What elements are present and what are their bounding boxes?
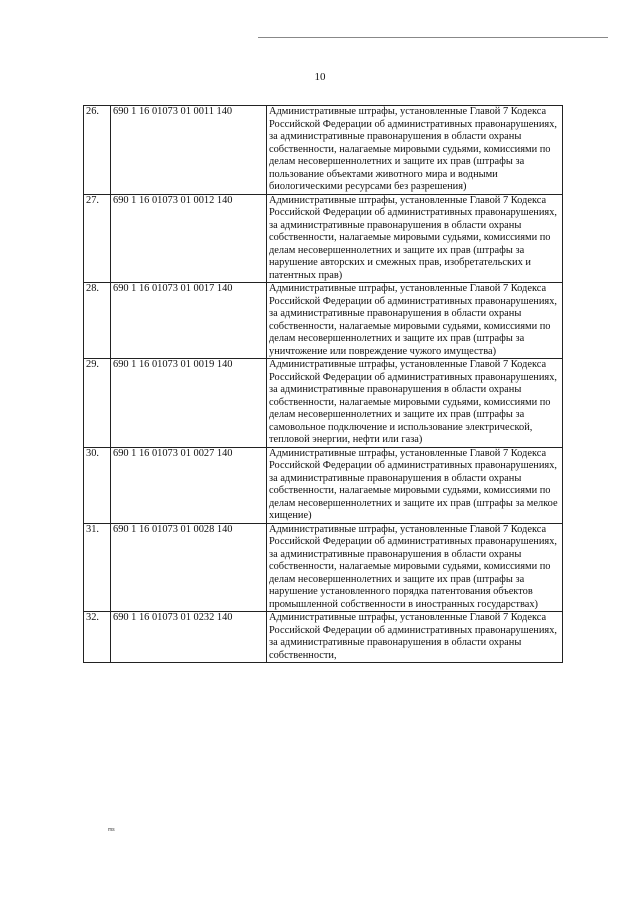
- page-number: 10: [314, 71, 326, 83]
- budget-code: 690 1 16 01073 01 0027 140: [111, 447, 267, 523]
- row-number: 32.: [84, 612, 111, 663]
- table-row: [84, 612, 563, 663]
- row-number: 29.: [84, 359, 111, 448]
- row-description: Административные штрафы, установленные Главой 7 Кодекса Российской Федерации об административных правонарушениях, за административные правонарушения в области охраны собственности, налагаемые мировыми судьями, комиссиями по делам несовершеннолетних и защите их прав (штрафы за уничтожение или повреждение чужого имущества): [267, 283, 563, 359]
- row-description: Административные штрафы, установленные Главой 7 Кодекса Российской Федерации об административных правонарушениях, за административные правонарушения в области охраны собственности, налагаемые мировыми судьями, комиссиями по делам несовершеннолетних и защите их прав (штрафы за нарушение установленного порядка патентования объектов промышленной собственности в иностранных государствах): [267, 523, 563, 612]
- budget-code: 690 1 16 01073 01 0232 140: [111, 612, 267, 663]
- row-number: 27.: [84, 194, 111, 283]
- row-description: Административные штрафы, установленные Главой 7 Кодекса Российской Федерации об административных правонарушениях, за административные правонарушения в области охраны собственности, налагаемые мировыми судьями, комиссиями по делам несовершеннолетних и защите их прав (штрафы за мелкое хищение): [267, 447, 563, 523]
- header-rule: [258, 37, 608, 38]
- budget-codes-table: [83, 105, 563, 663]
- budget-code: 690 1 16 01073 01 0011 140: [111, 106, 267, 195]
- budget-code: 690 1 16 01073 01 0017 140: [111, 283, 267, 359]
- row-number: 31.: [84, 523, 111, 612]
- table-row: [84, 359, 563, 448]
- table-row: [84, 106, 563, 195]
- row-number: 30.: [84, 447, 111, 523]
- row-number: 28.: [84, 283, 111, 359]
- table-row: [84, 523, 563, 612]
- budget-code: 690 1 16 01073 01 0028 140: [111, 523, 267, 612]
- row-number: 26.: [84, 106, 111, 195]
- table-row: [84, 283, 563, 359]
- footer-mark: ms: [108, 827, 115, 833]
- table-row: [84, 447, 563, 523]
- table-row: [84, 194, 563, 283]
- row-description: Административные штрафы, установленные Главой 7 Кодекса Российской Федерации об административных правонарушениях, за административные правонарушения в области охраны собственности, налагаемые мировыми судьями, комиссиями по делам несовершеннолетних и защите их прав (штрафы за нарушение авторских и смежных прав, изобретательских и патентных прав): [267, 194, 563, 283]
- row-description: Административные штрафы, установленные Главой 7 Кодекса Российской Федерации об административных правонарушениях, за административные правонарушения в области охраны собственности, налагаемые мировыми судьями, комиссиями по делам несовершеннолетних и защите их прав (штрафы за пользование объектами животного мира и водными биологическими ресурсами без разрешения): [267, 106, 563, 195]
- row-description: Административные штрафы, установленные Главой 7 Кодекса Российской Федерации об административных правонарушениях, за административные правонарушения в области охраны собственности, налагаемые мировыми судьями, комиссиями по делам несовершеннолетних и защите их прав (штрафы за самовольное подключение и использование электрической, тепловой энергии, нефти или газа): [267, 359, 563, 448]
- row-description: Административные штрафы, установленные Главой 7 Кодекса Российской Федерации об административных правонарушениях, за административные правонарушения в области охраны собственности,: [267, 612, 563, 663]
- budget-code: 690 1 16 01073 01 0012 140: [111, 194, 267, 283]
- budget-code: 690 1 16 01073 01 0019 140: [111, 359, 267, 448]
